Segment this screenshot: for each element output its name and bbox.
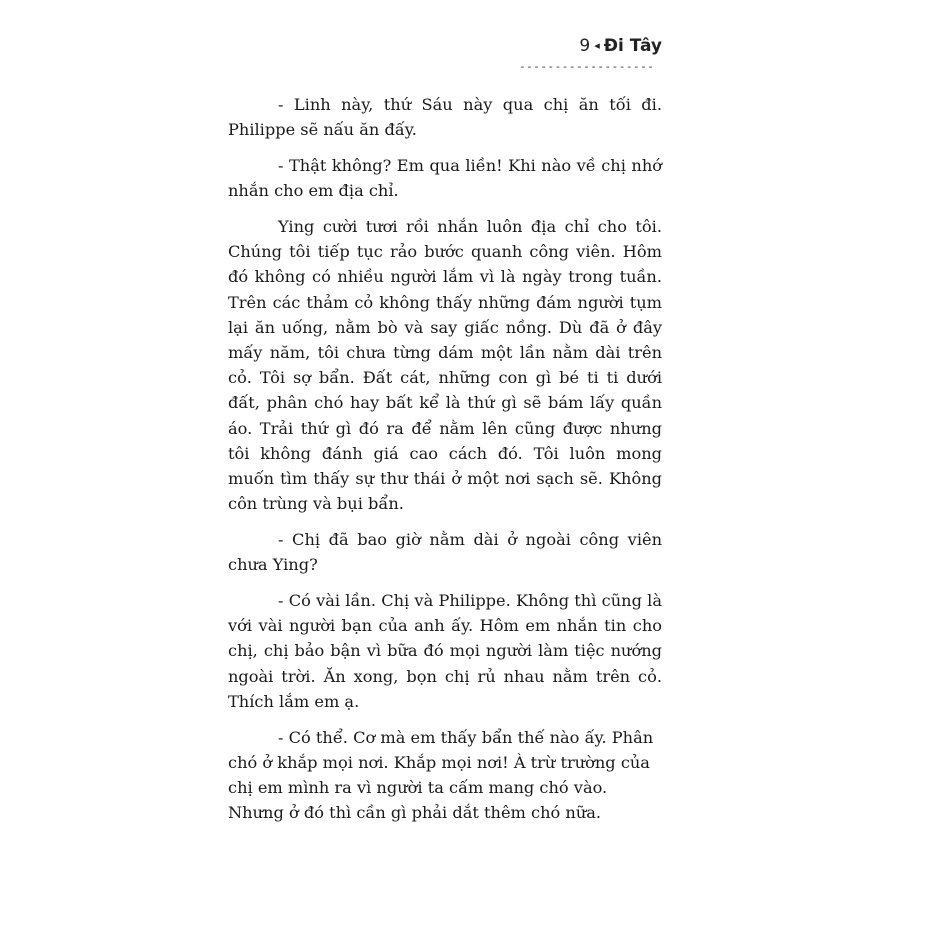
- header-dashed-rule: -------------------: [519, 60, 655, 73]
- paragraph-1: - Linh này, thứ Sáu này qua chị ăn tối đi. Philippe sẽ nấu ăn đấy.: [228, 95, 662, 140]
- page-body: [228, 92, 662, 836]
- page-number: 9: [579, 36, 591, 56]
- arrow-left-icon: ◂: [594, 39, 600, 52]
- running-header: [579, 36, 662, 56]
- chapter-title: Đi Tây: [603, 36, 662, 56]
- paragraph-5: - Có vài lần. Chị và Philippe. Không thì cũng là với vài người bạn của anh ấy. Hôm em nhắn tin cho chị, chị bảo bận vì bữa đó mọi người làm tiệc nướng ngoài trời. Ăn xong, bọn chị rủ nhau nằm trên cỏ. Thích lắm em ạ.: [228, 591, 662, 711]
- paragraph-3: Ying cười tươi rồi nhắn luôn địa chỉ cho tôi. Chúng tôi tiếp tục rảo bước quanh công viên. Hôm đó không có nhiều người lắm vì là ngày trong tuần. Trên các thảm cỏ không thấy những đám người tụm lại ăn uống, nằm bò và say giấc nồng. Dù đã ở đây mấy năm, tôi chưa từng dám một lần nằm dài trên cỏ. Tôi sợ bẩn. Đất cát, những con gì bé ti ti dưới đất, phân chó hay bất kể là thứ gì sẽ bám lấy quần áo. Trải thứ gì đó ra để nằm lên cũng được nhưng tôi không đánh giá cao cách đó. Tôi luôn mong muốn tìm thấy sự thư thái ở một nơi sạch sẽ. Không côn trùng và bụi bẩn.: [228, 217, 662, 514]
- paragraph-6: - Có thể. Cơ mà em thấy bẩn thế nào ấy. Phân chó ở khắp mọi nơi. Khắp mọi nơi! À trừ trường của chị em mình ra vì người ta cấm mang chó vào. Nhưng ở đó thì cần gì phải dắt thêm chó nữa.: [228, 727, 654, 823]
- paragraph-4: - Chị đã bao giờ nằm dài ở ngoài công viên chưa Ying?: [228, 530, 662, 575]
- paragraph-2: - Thật không? Em qua liền! Khi nào về chị nhớ nhắn cho em địa chỉ.: [228, 156, 662, 201]
